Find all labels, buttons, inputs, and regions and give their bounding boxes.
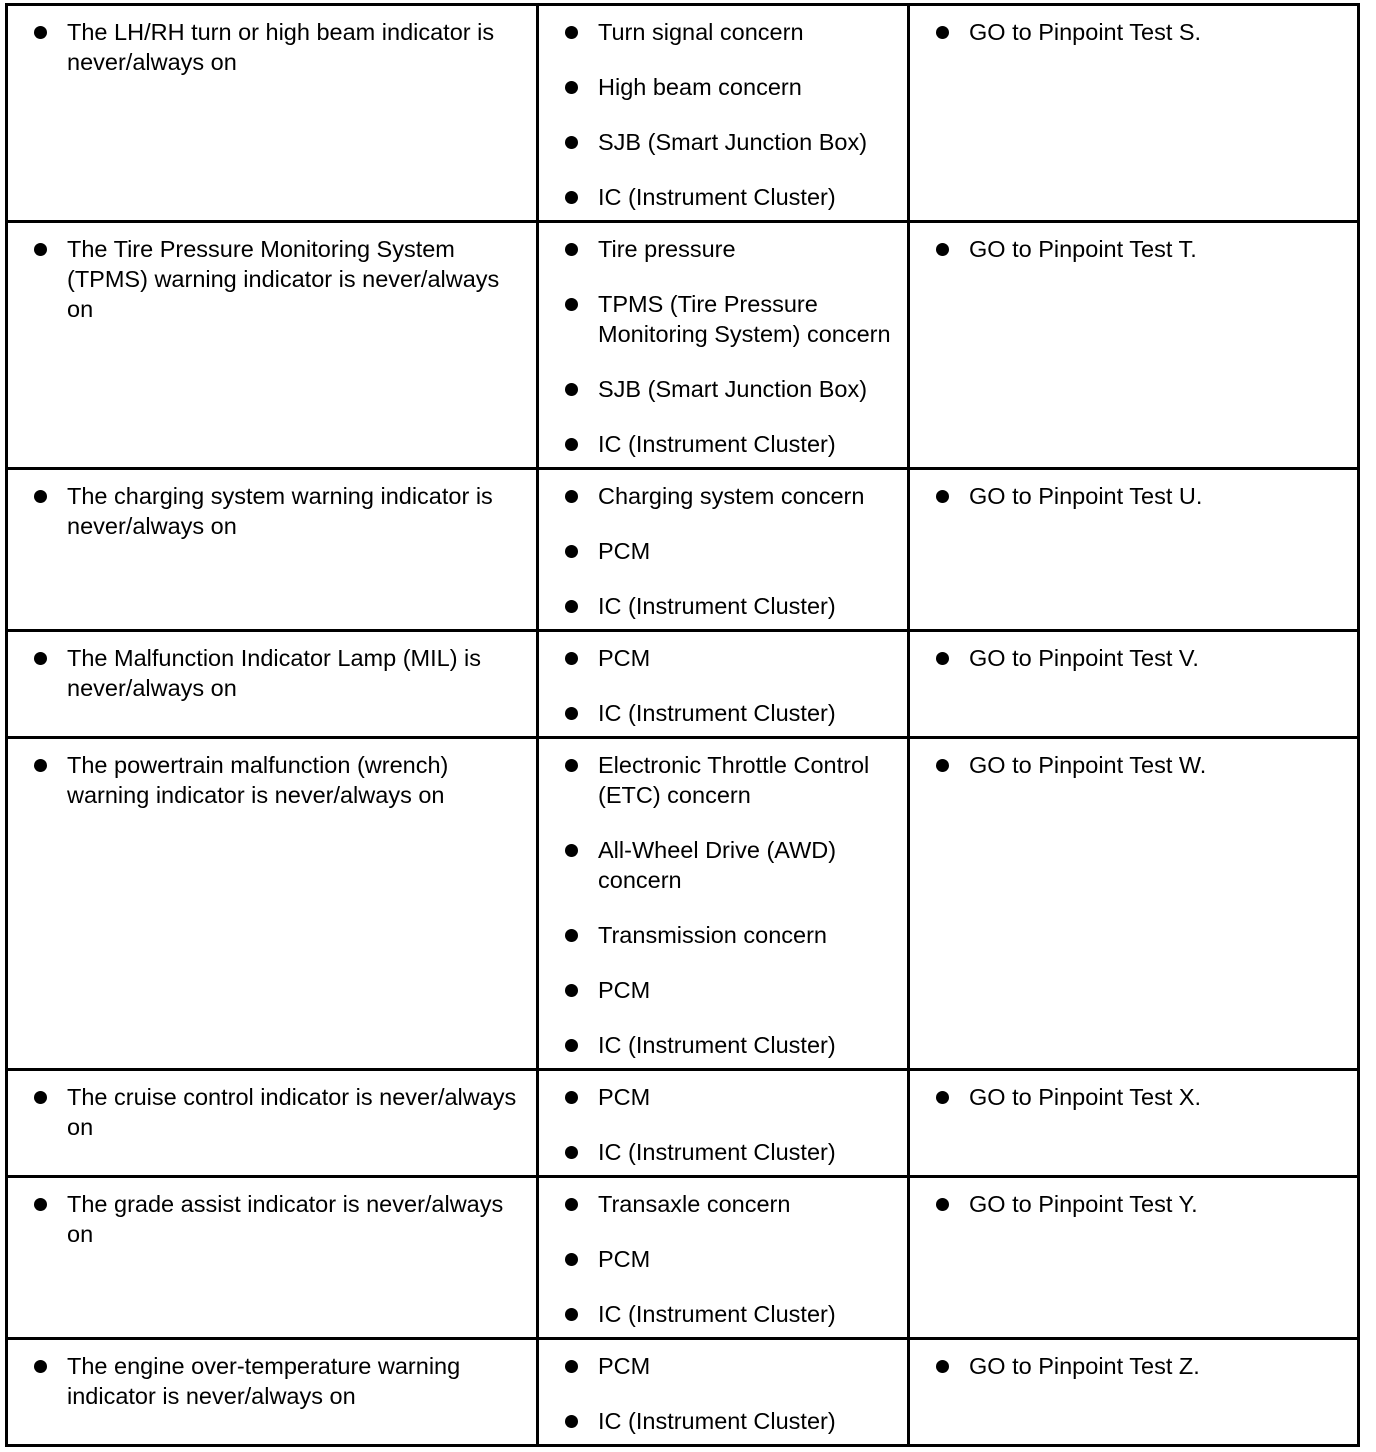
- possible-source-item: PCM: [563, 536, 899, 566]
- table-row: [7, 222, 1359, 469]
- possible-sources-cell: [538, 631, 909, 738]
- action-list: [934, 1351, 1349, 1381]
- possible-source-item: IC (Instrument Cluster): [563, 182, 899, 212]
- action-list: [934, 234, 1349, 264]
- symptom-chart-table: [5, 3, 1360, 1447]
- possible-source-item: PCM: [563, 1351, 899, 1381]
- possible-source-item: IC (Instrument Cluster): [563, 429, 899, 459]
- possible-source-item: Transmission concern: [563, 920, 899, 950]
- symptom-cell: [7, 222, 538, 469]
- symptom-cell: [7, 1070, 538, 1177]
- symptom-cell: [7, 5, 538, 222]
- symptom-list: [32, 17, 528, 77]
- table-row: [7, 738, 1359, 1070]
- possible-source-item: Electronic Throttle Control (ETC) concern: [563, 750, 899, 810]
- table-row: [7, 1070, 1359, 1177]
- symptom-list: [32, 1189, 528, 1249]
- action-text: GO to Pinpoint Test Y.: [934, 1189, 1349, 1219]
- possible-sources-list: [563, 17, 899, 212]
- action-cell: [909, 738, 1359, 1070]
- symptom-text: The grade assist indicator is never/always on: [32, 1189, 528, 1249]
- possible-sources-list: [563, 481, 899, 621]
- action-text: GO to Pinpoint Test X.: [934, 1082, 1349, 1112]
- symptom-list: [32, 643, 528, 703]
- symptom-cell: [7, 631, 538, 738]
- possible-source-item: SJB (Smart Junction Box): [563, 374, 899, 404]
- symptom-text: The LH/RH turn or high beam indicator is never/always on: [32, 17, 528, 77]
- table-row: [7, 1339, 1359, 1446]
- possible-sources-cell: [538, 1339, 909, 1446]
- symptom-text: The Tire Pressure Monitoring System (TPMS) warning indicator is never/always on: [32, 234, 528, 324]
- symptom-text: The Malfunction Indicator Lamp (MIL) is never/always on: [32, 643, 528, 703]
- possible-sources-cell: [538, 1070, 909, 1177]
- action-cell: [909, 631, 1359, 738]
- possible-source-item: SJB (Smart Junction Box): [563, 127, 899, 157]
- symptom-cell: [7, 1339, 538, 1446]
- possible-source-item: All-Wheel Drive (AWD) concern: [563, 835, 899, 895]
- symptom-cell: [7, 469, 538, 631]
- possible-sources-cell: [538, 469, 909, 631]
- symptom-cell: [7, 1177, 538, 1339]
- possible-source-item: Turn signal concern: [563, 17, 899, 47]
- table-row: [7, 631, 1359, 738]
- possible-sources-list: [563, 643, 899, 728]
- action-cell: [909, 5, 1359, 222]
- action-text: GO to Pinpoint Test Z.: [934, 1351, 1349, 1381]
- possible-source-item: IC (Instrument Cluster): [563, 1406, 899, 1436]
- symptom-text: The engine over-temperature warning indicator is never/always on: [32, 1351, 528, 1411]
- action-cell: [909, 469, 1359, 631]
- action-list: [934, 1189, 1349, 1219]
- possible-sources-cell: [538, 738, 909, 1070]
- table-row: [7, 469, 1359, 631]
- symptom-list: [32, 481, 528, 541]
- symptom-list: [32, 1351, 528, 1411]
- symptom-list: [32, 750, 528, 810]
- action-list: [934, 17, 1349, 47]
- possible-sources-list: [563, 1351, 899, 1436]
- possible-source-item: IC (Instrument Cluster): [563, 591, 899, 621]
- possible-source-item: IC (Instrument Cluster): [563, 1299, 899, 1329]
- action-text: GO to Pinpoint Test S.: [934, 17, 1349, 47]
- possible-sources-cell: [538, 5, 909, 222]
- possible-sources-cell: [538, 1177, 909, 1339]
- possible-source-item: IC (Instrument Cluster): [563, 1030, 899, 1060]
- action-text: GO to Pinpoint Test T.: [934, 234, 1349, 264]
- possible-source-item: PCM: [563, 975, 899, 1005]
- action-list: [934, 643, 1349, 673]
- action-text: GO to Pinpoint Test U.: [934, 481, 1349, 511]
- possible-source-item: PCM: [563, 643, 899, 673]
- possible-source-item: Charging system concern: [563, 481, 899, 511]
- possible-source-item: Transaxle concern: [563, 1189, 899, 1219]
- possible-source-item: IC (Instrument Cluster): [563, 1137, 899, 1167]
- possible-source-item: High beam concern: [563, 72, 899, 102]
- action-cell: [909, 1177, 1359, 1339]
- action-cell: [909, 1339, 1359, 1446]
- possible-source-item: TPMS (Tire Pressure Monitoring System) concern: [563, 289, 899, 349]
- possible-source-item: IC (Instrument Cluster): [563, 698, 899, 728]
- action-list: [934, 1082, 1349, 1112]
- symptom-list: [32, 234, 528, 324]
- symptom-text: The powertrain malfunction (wrench) warning indicator is never/always on: [32, 750, 528, 810]
- table-row: [7, 1177, 1359, 1339]
- symptom-list: [32, 1082, 528, 1142]
- possible-source-item: PCM: [563, 1082, 899, 1112]
- symptom-text: The cruise control indicator is never/always on: [32, 1082, 528, 1142]
- action-cell: [909, 222, 1359, 469]
- action-text: GO to Pinpoint Test W.: [934, 750, 1349, 780]
- possible-source-item: Tire pressure: [563, 234, 899, 264]
- symptom-text: The charging system warning indicator is never/always on: [32, 481, 528, 541]
- possible-sources-list: [563, 1082, 899, 1167]
- table-body: [7, 5, 1359, 1446]
- possible-source-item: PCM: [563, 1244, 899, 1274]
- possible-sources-cell: [538, 222, 909, 469]
- action-cell: [909, 1070, 1359, 1177]
- possible-sources-list: [563, 234, 899, 459]
- action-text: GO to Pinpoint Test V.: [934, 643, 1349, 673]
- table-row: [7, 5, 1359, 222]
- action-list: [934, 750, 1349, 780]
- symptom-cell: [7, 738, 538, 1070]
- possible-sources-list: [563, 750, 899, 1060]
- action-list: [934, 481, 1349, 511]
- possible-sources-list: [563, 1189, 899, 1329]
